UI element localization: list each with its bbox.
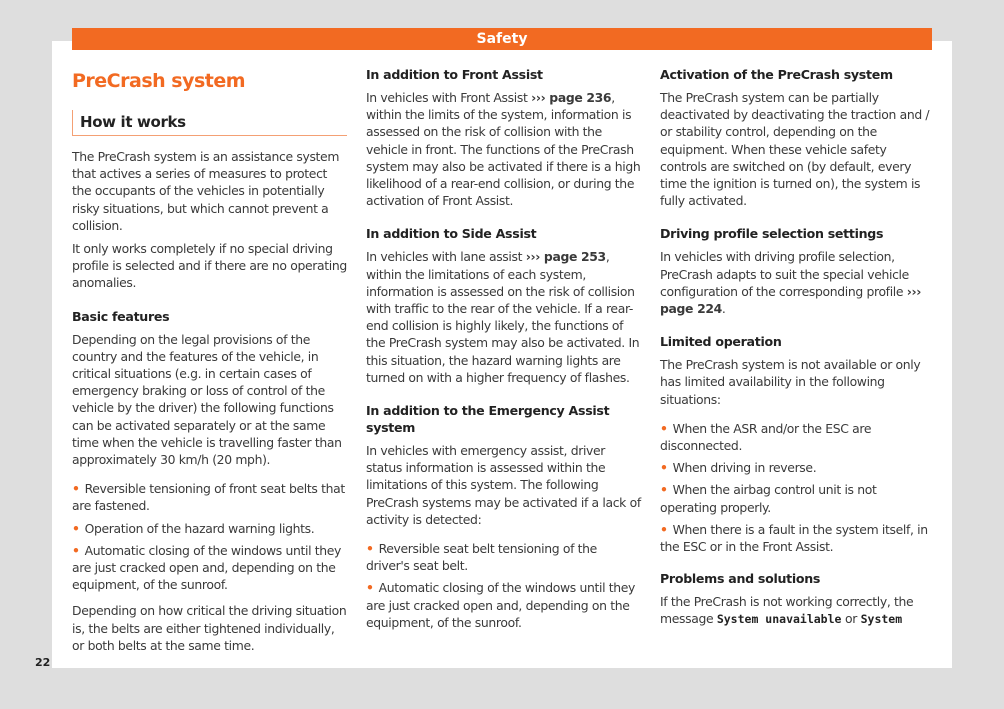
bullet-icon: • (660, 420, 668, 436)
list-item: • Reversible tensioning of front seat belts that are fastened. (72, 481, 345, 514)
page-reference-link[interactable]: ››› page 224 (660, 283, 922, 317)
activation-heading: Activation of the PreCrash system (660, 67, 893, 82)
page-title: PreCrash system (72, 70, 246, 92)
problems-text: If the PreCrash is not working correctly, the message System unavailable or System (660, 594, 914, 627)
problems-heading: Problems and solutions (660, 571, 821, 587)
list-item: • When driving in reverse. (660, 460, 817, 476)
list-item: • Operation of the hazard warning lights. (72, 520, 315, 536)
front-assist-heading: In addition to Front Assist (366, 67, 543, 82)
page-reference-link[interactable]: ››› page 253 (525, 249, 606, 265)
message-system-unavailable: System unavailable (716, 612, 842, 627)
list-item: • Automatic closing of the windows until they are just cracked open and, depending on the equipment, of the sunroof. (72, 542, 342, 593)
driving-profile-heading: Driving profile selection settings (660, 226, 884, 242)
column-3 (660, 66, 936, 635)
list-item: • When the ASR and/or the ESC are disconnected. (660, 420, 872, 454)
bullet-icon: • (366, 541, 374, 557)
bullet-icon: • (660, 460, 668, 476)
emergency-assist-heading: In addition to the Emergency Assist system (366, 403, 610, 436)
limited-operation-text: The PreCrash system is not available or only has limited availability in the following situations: (660, 357, 921, 407)
bullet-icon: • (72, 520, 80, 536)
page-number: 22 (35, 656, 51, 669)
closing-paragraph: Depending on how critical the driving situation is, the belts are either tightened individually, or both belts at the same time. (72, 603, 347, 653)
column-1 (72, 66, 347, 660)
message-system: System (860, 612, 903, 627)
intro-paragraph-2: It only works completely if no special driving profile is selected and if there are no operating anomalies. (72, 241, 347, 291)
front-assist-text: In vehicles with Front Assist ››› page 236, within the limits of the system, information is assessed on the risk of collision with the vehicle in front. The functions of the PreCrash system may also be activated if there is a high likelihood of a rear-end collision, or during the activation of Front Assist. (366, 90, 641, 209)
basic-features-heading: Basic features (72, 308, 170, 324)
side-assist-heading: In addition to Side Assist (366, 226, 537, 242)
bullet-icon: • (660, 521, 668, 537)
limited-operation-heading: Limited operation (660, 334, 782, 350)
list-item: • Automatic closing of the windows until they are just cracked open and, depending on the equipment, of the sunroof. (366, 580, 636, 630)
list-item: • Reversible seat belt tensioning of the driver's seat belt. (366, 541, 597, 574)
bullet-icon: • (72, 542, 80, 558)
driving-profile-text: In vehicles with driving profile selection, PreCrash adapts to suit the special vehicle configuration of the corresponding profile ››› page 224. (660, 249, 922, 317)
bullet-icon: • (366, 580, 374, 596)
emergency-assist-text: In vehicles with emergency assist, driver status information is assessed within the limitations of this system. The following PreCrash systems may be activated if a lack of activity is detected: (366, 443, 641, 527)
column-2 (366, 66, 641, 636)
list-item: • When there is a fault in the system itself, in the ESC or in the Front Assist. (660, 521, 928, 555)
bullet-icon: • (72, 481, 80, 497)
section-subtitle: How it works (72, 110, 347, 136)
side-assist-text: In vehicles with lane assist ››› page 253, within the limitations of each system, information is assessed on the risk of collision with traffic to the rear of the vehicle. If a rear-end collision is highly likely, the functions of the PreCrash system may also be activated. In this situation, the hazard warning lights are turned on with a higher frequency of flashes. (366, 249, 640, 385)
bullet-icon: • (660, 482, 668, 498)
activation-text: The PreCrash system can be partially deactivated by deactivating the traction and / or stability control, depending on the equipment. When these vehicle safety controls are switched on (by default, every time the ignition is turned on), the system is fully activated. (660, 90, 930, 209)
page-reference-link[interactable]: ››› page 236 (531, 90, 612, 105)
list-item: • When the airbag control unit is not operating properly. (660, 482, 877, 515)
basic-features-text: Depending on the legal provisions of the country and the features of the vehicle, in critical situations (e.g. in certain cases of emergency braking or loss of control of the vehicle by the driver) the following functions can be activated separately or at the same time when the vehicle is travelling faster than approximately 30 km/h (20 mph). (72, 331, 342, 468)
intro-paragraph: The PreCrash system is an assistance system that actives a series of measures to protect the occupants of the vehicles in potentially risky situations, but which cannot prevent a collision. (72, 149, 340, 233)
section-header-band: Safety (72, 28, 932, 50)
